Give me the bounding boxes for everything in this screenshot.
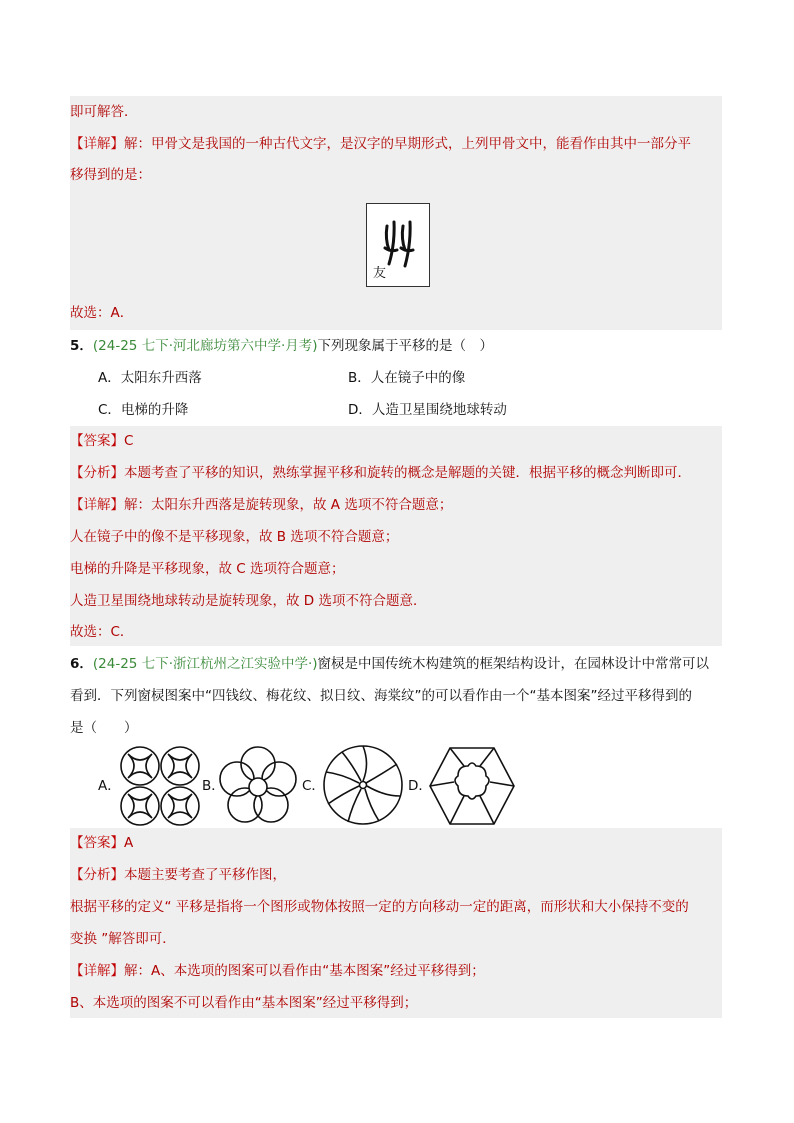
- four-coin-pattern-image: [120, 746, 200, 826]
- analysis-text: 本题主要考查了平移作图，: [124, 867, 286, 883]
- oracle-bone-glyph-image: [366, 203, 430, 287]
- question-number: 5．: [70, 338, 93, 354]
- detail-text: 解：甲骨文是我国的一种古代文字，是汉字的早期形式，上列甲骨文中，能看作由其中一部分平: [124, 136, 691, 152]
- q5-option-b: B．人在镜子中的像: [348, 370, 466, 386]
- question-stem: 窗棂是中国传统木构建筑的框架结构设计，在园林设计中常常可以: [317, 656, 710, 672]
- q6-analysis: [70, 865, 286, 885]
- q4-detail-line-2: 移得到的是：: [70, 167, 151, 183]
- question-source: (24-25 七下·浙江杭州之江实验中学·): [92, 656, 318, 672]
- q6-option-c-label: C．: [302, 778, 325, 794]
- q6-answer: [70, 833, 133, 853]
- q5-option-c: C．电梯的升降: [98, 402, 189, 418]
- q6-analysis-line-3: 变换 ”解答即可．: [70, 931, 176, 947]
- answer-tag: 【答案】: [70, 433, 124, 449]
- analysis-tag: 【分析】: [70, 465, 124, 481]
- q5-detail-line-2: 人在镜子中的像不是平移现象，故 B 选项不符合题意；: [70, 529, 399, 545]
- q6-analysis-line-2: 根据平移的定义“ 平移是指将一个图形或物体按照一定的方向移动一定的距离，而形状和大小保持不变的: [70, 899, 689, 915]
- q6-detail-line-1: 【详解】解：A、本选项的图案可以看作由“基本图案”经过平移得到；: [70, 963, 485, 979]
- q4-answer-choice: 故选：A．: [70, 305, 134, 321]
- detail-tag: 【详解】: [70, 963, 124, 979]
- detail-tag: 【详解】: [70, 497, 124, 513]
- question-source: (24-25 七下·河北廊坊第六中学·月考): [92, 338, 318, 354]
- glyph-caption: 友: [373, 266, 387, 281]
- sun-pattern-image: [322, 744, 404, 826]
- q5-option-d: D．人造卫星围绕地球转动: [348, 402, 507, 418]
- q6-stem-3: 是（ ）: [70, 720, 138, 736]
- q6-option-a-label: A．: [98, 778, 121, 794]
- q4-intro-tail: 即可解答．: [70, 104, 138, 120]
- q6-explanation-block: [70, 828, 722, 1018]
- q6-stem-2: 看到．下列窗棂图案中“四钱纹、梅花纹、拟日纹、海棠纹”的可以看作由一个“基本图案”经过平移得到的: [70, 688, 692, 704]
- q5-detail-line-4: 人造卫星围绕地球转动是旋转现象，故 D 选项不符合题意．: [70, 593, 427, 609]
- q5-stem: [70, 336, 493, 356]
- question-stem: 下列现象属于平移的是（ ）: [317, 338, 494, 354]
- q5-detail-line-3: 电梯的升降是平移现象，故 C 选项符合题意；: [70, 561, 345, 577]
- q6-option-b-label: B．: [202, 778, 225, 794]
- begonia-pattern-image: [428, 746, 516, 826]
- analysis-tag: 【分析】: [70, 867, 124, 883]
- q6-stem-1: [70, 654, 709, 674]
- q5-answer-choice: 故选：C．: [70, 624, 134, 640]
- answer-tag: 【答案】: [70, 835, 124, 851]
- q6-option-d-label: D．: [408, 778, 432, 794]
- q5-answer: [70, 431, 133, 451]
- q6-detail-line-2: B、本选项的图案不可以看作由“基本图案”经过平移得到；: [70, 995, 418, 1011]
- question-number: 6．: [70, 656, 93, 672]
- plum-blossom-pattern-image: [218, 746, 298, 826]
- q5-detail-line-1: 【详解】解：太阳东升西落是旋转现象，故 A 选项不符合题意；: [70, 497, 453, 513]
- analysis-text: 本题考查了平移的知识，熟练掌握平移和旋转的概念是解题的关键．根据平移的概念判断即可．: [124, 465, 691, 481]
- q4-detail-line: [70, 134, 691, 154]
- answer-value: C: [124, 433, 134, 449]
- q5-analysis: [70, 463, 691, 483]
- answer-value: A: [124, 835, 134, 851]
- q5-option-a: A．太阳东升西落: [98, 370, 202, 386]
- detail-tag: 【详解】: [70, 136, 124, 152]
